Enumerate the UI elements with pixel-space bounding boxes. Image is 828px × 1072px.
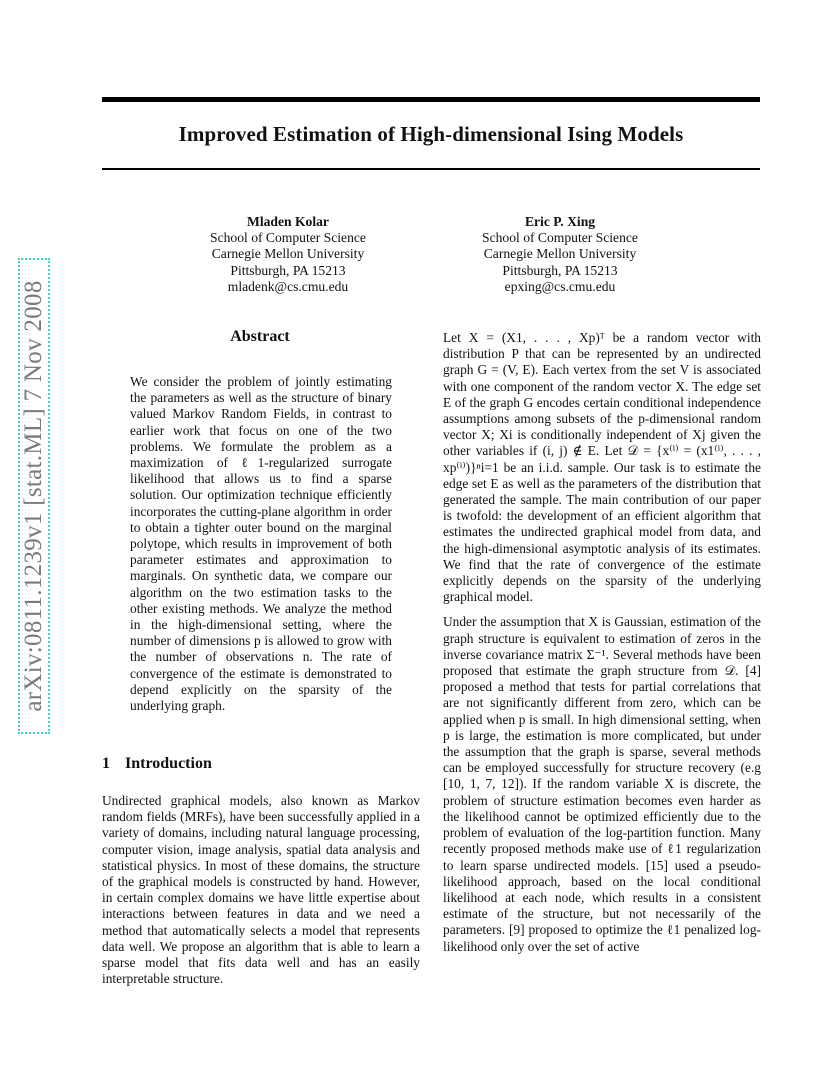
paragraph: Under the assumption that X is Gaussian, estimation of the graph structure is equivalent to estimation of zeros in the inverse covariance matrix Σ⁻¹. Several methods have been proposed that estimate the graph structure from 𝒟. [4] proposed a method that tests for partial correlations that are not significantly different from zero, which can be applied when p is small. In high dimensional setting, when p is large, the estimation is more complicated, but under the assumption that the graph is sparse, several methods can be employed successfully for structure recovery (e.g [10, 1, 7, 12]). If the random variable X is discrete, the problem of structure estimation becomes even harder as the likelihood cannot be optimized efficiently due to the problem of evaluation of the log-partition function. Many recently proposed methods make use of ℓ1 regularization to learn sparse undirected models. [15] used a pseudo-likelihood approach, based on the local conditional likelihood at each node, which results in a consistent estimate of the structure, but not necessarily of the parameters. [9] proposed to optimize the ℓ1 penalized log-likelihood only over the set of active xyxy=(443,614,761,954)
author-email: mladenk@cs.cmu.edu xyxy=(227,278,349,294)
author-block-1 xyxy=(158,214,418,295)
paragraph: Let X = (X1, . . . , Xp)ᵀ be a random vector with distribution P that can be represented by an undirected graph G = (V, E). Each vertex from the set V is associated with one component of the random vector X. The edge set E of the graph G encodes certain conditional independence assumptions among subsets of the p-dimensional random vector X; Xi is conditionally independent of Xj given the other variables if (i, j) ∉ E. Let 𝒟 = {x⁽ⁱ⁾ = (x1⁽ⁱ⁾, . . . , xp⁽ⁱ⁾)}ⁿi=1 be an i.i.d. sample. Our task is to estimate the edge set E as well as the parameters of the distribution that generated the sample. The main contribution of our paper is twofold: the development of an efficient algorithm that estimates the undirected graphical model from data, and the high-dimensional asymptotic analysis of its estimates. We find that the rate of convergence of the estimate explicitly depends on the sparsity of the underlying graphical model. xyxy=(443,330,761,605)
arxiv-stamp: arXiv:0811.1239v1 [stat.ML] 7 Nov 2008 xyxy=(20,280,47,712)
intro-paragraph-left xyxy=(102,793,420,987)
author-city: Pittsburgh, PA 15213 xyxy=(230,262,346,278)
abstract-text: We consider the problem of jointly estimating the parameters as well as the structure of binary valued Markov Random Fields, in contrast to earlier work that focus on one of the two problems. We formulate the problem as a maximization of ℓ1-regularized surrogate likelihood that allows us to find a sparse solution. Our optimization technique efficiently incorporates the cutting-plane algorithm in order to obtain a tighter outer bound on the marginal polytope, which results in improvement of both parameter estimates and approximation to marginals. On synthetic data, we compare our algorithm on the two estimation tasks to the other existing methods. We analyze the method in the high-dimensional setting, where the number of dimensions p is allowed to grow with the number of observations n. The rate of convergence of the estimate is demonstrated to depend explicitly on the sparsity of the underlying graph. xyxy=(130,374,392,714)
paragraph: Undirected graphical models, also known as Markov random fields (MRFs), have been successfully applied in a variety of domains, including natural language processing, computer vision, image analysis, spatial data analysis and statistical physics. In most of these domains, the structure of the graphical models is constructed by hand. However, in certain complex domains we have little expertise about interactions between features in data and we need a method that automatically selects a model that represents data well. We propose an algorithm that is able to learn a sparse model that fits data well and has an easily interpretable structure. xyxy=(102,793,420,987)
author-block-2 xyxy=(430,214,690,295)
author-name: Eric P. Xing xyxy=(524,214,596,229)
author-city: Pittsburgh, PA 15213 xyxy=(502,262,618,278)
section-number: 1 xyxy=(102,755,110,772)
top-rule xyxy=(102,97,760,102)
author-institution: Carnegie Mellon University xyxy=(483,246,637,262)
right-column xyxy=(443,330,761,964)
title-bottom-rule xyxy=(102,168,760,170)
author-institution: Carnegie Mellon University xyxy=(211,246,365,262)
section-heading xyxy=(102,755,212,773)
author-email: epxing@cs.cmu.edu xyxy=(504,278,616,294)
paper-title: Improved Estimation of High-dimensional Ising Models xyxy=(178,122,684,146)
abstract-heading: Abstract xyxy=(230,328,290,345)
author-name: Mladen Kolar xyxy=(247,214,329,229)
section-title: Introduction xyxy=(125,755,212,772)
author-department: School of Computer Science xyxy=(210,230,366,246)
author-department: School of Computer Science xyxy=(482,230,638,246)
